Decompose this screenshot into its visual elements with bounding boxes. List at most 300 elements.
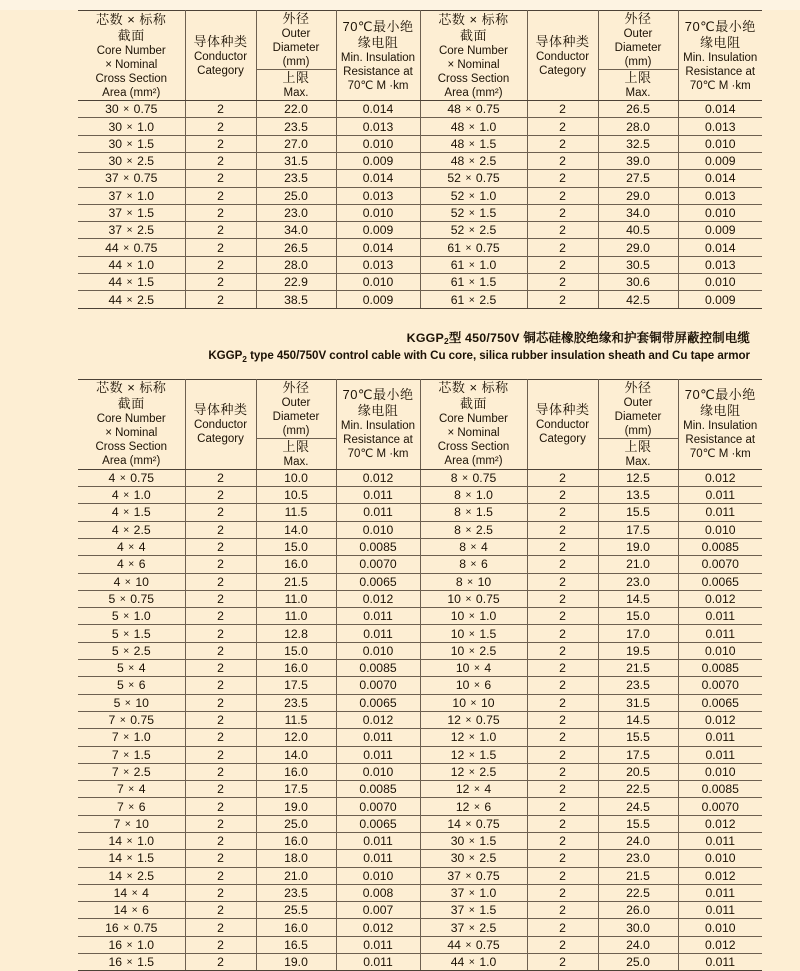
- table-row: [78, 256, 762, 273]
- header-dia-cn-b: 外径: [282, 379, 310, 395]
- spec-insulation-resistance: 0.0085: [678, 538, 762, 555]
- spec-conductor-category: 2: [185, 902, 256, 919]
- spec-conductor-category: 2: [185, 954, 256, 971]
- table-row: [78, 573, 762, 590]
- spec-conductor-category: 2: [527, 573, 598, 590]
- header-core-en-3: Cross Section: [95, 72, 168, 85]
- header-conductor-category-left-b: [185, 379, 256, 469]
- spec-insulation-resistance: 0.009: [336, 222, 420, 239]
- bottom-table-body: [78, 469, 762, 971]
- spec-outer-diameter: 18.0: [256, 850, 336, 867]
- spec-conductor-category: 2: [185, 642, 256, 659]
- header-core-cn-2: 截面: [117, 27, 145, 43]
- spec-core-section: 48 × 0.75: [420, 101, 527, 118]
- table-row: [78, 101, 762, 118]
- spec-insulation-resistance: 0.012: [336, 919, 420, 936]
- spec-outer-diameter: 23.0: [598, 573, 678, 590]
- header-core-en-1: Core Number: [96, 44, 166, 57]
- cable-spec-table-bottom: [78, 379, 762, 971]
- header-core-cn-2-b: 截面: [117, 396, 145, 412]
- table-row: [78, 677, 762, 694]
- spec-insulation-resistance: 0.014: [336, 170, 420, 187]
- spec-outer-diameter: 30.0: [598, 919, 678, 936]
- header-res-cn-1-b: 70℃最小绝: [342, 387, 414, 403]
- spec-insulation-resistance: 0.010: [336, 135, 420, 152]
- spec-insulation-resistance: 0.014: [678, 170, 762, 187]
- spec-conductor-category: 2: [185, 815, 256, 832]
- spec-conductor-category: 2: [185, 487, 256, 504]
- spec-insulation-resistance: 0.0070: [336, 798, 420, 815]
- spec-conductor-category: 2: [185, 101, 256, 118]
- spec-outer-diameter: 14.5: [598, 711, 678, 728]
- spec-conductor-category: 2: [185, 274, 256, 291]
- spec-outer-diameter: 15.5: [598, 729, 678, 746]
- spec-core-section: 4 × 1.0: [78, 487, 185, 504]
- spec-insulation-resistance: 0.012: [678, 815, 762, 832]
- table-row: [78, 135, 762, 152]
- spec-core-section: 30 × 1.5: [420, 832, 527, 849]
- spec-conductor-category: 2: [185, 204, 256, 221]
- header-cat-en-2: Category: [197, 64, 244, 77]
- table-row: [78, 832, 762, 849]
- spec-outer-diameter: 21.5: [598, 867, 678, 884]
- spec-insulation-resistance: 0.011: [678, 504, 762, 521]
- header-dia-max-en-rb: Max.: [625, 455, 651, 468]
- spec-core-section: 8 × 1.5: [420, 504, 527, 521]
- spec-outer-diameter: 16.0: [256, 832, 336, 849]
- header-dia-en-2-r: Diameter: [614, 42, 662, 55]
- spec-insulation-resistance: 0.013: [336, 256, 420, 273]
- spec-outer-diameter: 26.0: [598, 902, 678, 919]
- spec-conductor-category: 2: [527, 902, 598, 919]
- spec-conductor-category: 2: [527, 919, 598, 936]
- spec-conductor-category: 2: [185, 850, 256, 867]
- spec-conductor-category: 2: [527, 642, 598, 659]
- spec-conductor-category: 2: [185, 798, 256, 815]
- spec-conductor-category: 2: [185, 625, 256, 642]
- header-cat-en-2-rb: Category: [539, 433, 586, 446]
- spec-core-section: 10 × 1.0: [420, 608, 527, 625]
- header-core-en-1-r: Core Number: [438, 44, 509, 57]
- spec-conductor-category: 2: [527, 867, 598, 884]
- spec-core-section: 7 × 1.0: [78, 729, 185, 746]
- spec-core-section: 14 × 1.5: [78, 850, 185, 867]
- spec-outer-diameter: 14.0: [256, 746, 336, 763]
- spec-outer-diameter: 20.5: [598, 763, 678, 780]
- spec-conductor-category: 2: [527, 832, 598, 849]
- header-dia-cn: 外径: [282, 11, 310, 26]
- spec-outer-diameter: 22.0: [256, 101, 336, 118]
- header-outer-diameter-max-left-b: [256, 438, 336, 469]
- spec-core-section: 61 × 0.75: [420, 239, 527, 256]
- header-cat-cn: 导体种类: [193, 33, 248, 49]
- header-res-en-2-r: Resistance at: [685, 65, 756, 78]
- header-dia-max-en-r: Max.: [625, 87, 651, 100]
- header-conductor-category-right: [527, 11, 598, 101]
- spec-core-section: 7 × 0.75: [78, 711, 185, 728]
- spec-conductor-category: 2: [527, 850, 598, 867]
- spec-outer-diameter: 17.5: [256, 677, 336, 694]
- spec-conductor-category: 2: [527, 291, 598, 308]
- header-outer-diameter-left: [256, 11, 336, 70]
- table-row: [78, 919, 762, 936]
- spec-conductor-category: 2: [527, 556, 598, 573]
- header-dia-cn-rb: 外径: [624, 379, 652, 395]
- spec-insulation-resistance: 0.011: [336, 729, 420, 746]
- header-dia-en-2: Diameter: [272, 42, 320, 55]
- spec-core-section: 12 × 2.5: [420, 763, 527, 780]
- spec-outer-diameter: 15.0: [256, 642, 336, 659]
- spec-insulation-resistance: 0.012: [336, 711, 420, 728]
- header-dia-cn-r: 外径: [624, 11, 652, 26]
- spec-insulation-resistance: 0.010: [678, 763, 762, 780]
- spec-conductor-category: 2: [527, 204, 598, 221]
- spec-insulation-resistance: 0.007: [336, 902, 420, 919]
- bottom-table-wrapper: [0, 379, 800, 971]
- table-row: [78, 538, 762, 555]
- spec-core-section: 7 × 1.5: [78, 746, 185, 763]
- spec-outer-diameter: 23.5: [256, 118, 336, 135]
- spec-insulation-resistance: 0.0085: [678, 660, 762, 677]
- spec-core-section: 52 × 2.5: [420, 222, 527, 239]
- spec-insulation-resistance: 0.0070: [678, 798, 762, 815]
- header-dia-max-cn: 上限: [282, 70, 310, 86]
- spec-outer-diameter: 24.0: [598, 832, 678, 849]
- header-outer-diameter-max-left: [256, 70, 336, 101]
- spec-outer-diameter: 30.6: [598, 274, 678, 291]
- spec-core-section: 37 × 1.0: [78, 187, 185, 204]
- spec-core-section: 4 × 2.5: [78, 521, 185, 538]
- spec-outer-diameter: 24.5: [598, 798, 678, 815]
- spec-core-section: 37 × 1.0: [420, 884, 527, 901]
- spec-core-section: 44 × 1.5: [78, 274, 185, 291]
- spec-outer-diameter: 10.0: [256, 469, 336, 486]
- header-res-en-1-rb: Min. Insulation: [683, 420, 758, 433]
- spec-outer-diameter: 11.5: [256, 504, 336, 521]
- spec-insulation-resistance: 0.0065: [336, 573, 420, 590]
- spec-conductor-category: 2: [527, 487, 598, 504]
- spec-core-section: 44 × 2.5: [78, 291, 185, 308]
- caption-cn-post: 型 450/750V 铜芯硅橡胶绝缘和护套铜带屏蔽控制电缆: [448, 330, 750, 345]
- spec-conductor-category: 2: [527, 625, 598, 642]
- spec-insulation-resistance: 0.0085: [336, 781, 420, 798]
- table-row: [78, 625, 762, 642]
- spec-core-section: 10 × 6: [420, 677, 527, 694]
- table-row: [78, 781, 762, 798]
- spec-conductor-category: 2: [185, 135, 256, 152]
- spec-core-section: 5 × 1.5: [78, 625, 185, 642]
- spec-core-section: 30 × 0.75: [78, 101, 185, 118]
- spec-conductor-category: 2: [527, 954, 598, 971]
- spec-outer-diameter: 25.0: [598, 954, 678, 971]
- spec-conductor-category: 2: [527, 660, 598, 677]
- spec-core-section: 14 × 1.0: [78, 832, 185, 849]
- header-core-cn-1-rb: 芯数 × 标称: [438, 380, 509, 396]
- table-row: [78, 469, 762, 486]
- header-res-cn-2-b: 缘电阻: [357, 403, 399, 419]
- header-res-cn-2-r: 缘电阻: [699, 34, 741, 50]
- spec-insulation-resistance: 0.0065: [336, 694, 420, 711]
- header-outer-diameter-max-right: [598, 70, 678, 101]
- spec-insulation-resistance: 0.010: [336, 642, 420, 659]
- table-row: [78, 187, 762, 204]
- header-core-cn-2-r: 截面: [459, 27, 487, 43]
- header-cat-cn-r: 导体种类: [535, 33, 590, 49]
- spec-core-section: 14 × 0.75: [420, 815, 527, 832]
- spec-outer-diameter: 11.0: [256, 590, 336, 607]
- table-row: [78, 642, 762, 659]
- header-cat-en-2-r: Category: [539, 64, 586, 77]
- top-table-header: [78, 11, 762, 101]
- spec-insulation-resistance: 0.0070: [678, 677, 762, 694]
- spec-conductor-category: 2: [527, 729, 598, 746]
- spec-core-section: 37 × 1.5: [420, 902, 527, 919]
- table-row: [78, 222, 762, 239]
- spec-core-section: 61 × 1.0: [420, 256, 527, 273]
- spec-core-section: 37 × 0.75: [78, 170, 185, 187]
- spec-insulation-resistance: 0.010: [678, 135, 762, 152]
- spec-insulation-resistance: 0.0085: [678, 781, 762, 798]
- spec-insulation-resistance: 0.010: [336, 521, 420, 538]
- spec-insulation-resistance: 0.011: [336, 487, 420, 504]
- spec-conductor-category: 2: [527, 711, 598, 728]
- spec-core-section: 5 × 10: [78, 694, 185, 711]
- spec-conductor-category: 2: [527, 118, 598, 135]
- spec-core-section: 14 × 2.5: [78, 867, 185, 884]
- header-min-insulation-resistance-right-b: [678, 379, 762, 469]
- table-row: [78, 815, 762, 832]
- header-core-number-right: [420, 11, 527, 101]
- spec-outer-diameter: 17.0: [598, 625, 678, 642]
- spec-core-section: 4 × 6: [78, 556, 185, 573]
- spec-core-section: 8 × 0.75: [420, 469, 527, 486]
- table-row: [78, 274, 762, 291]
- spec-outer-diameter: 39.0: [598, 152, 678, 169]
- header-core-cn-1-b: 芯数 × 标称: [96, 380, 167, 396]
- spec-outer-diameter: 17.5: [256, 781, 336, 798]
- spec-conductor-category: 2: [527, 936, 598, 953]
- spec-conductor-category: 2: [527, 469, 598, 486]
- spec-insulation-resistance: 0.011: [678, 608, 762, 625]
- spec-conductor-category: 2: [185, 763, 256, 780]
- spec-outer-diameter: 26.5: [598, 101, 678, 118]
- table-row: [78, 487, 762, 504]
- header-core-en-2-b: × Nominal: [105, 427, 158, 440]
- spec-conductor-category: 2: [527, 256, 598, 273]
- spec-outer-diameter: 31.5: [598, 694, 678, 711]
- spec-outer-diameter: 24.0: [598, 936, 678, 953]
- table-row: [78, 936, 762, 953]
- table-row: [78, 798, 762, 815]
- spec-insulation-resistance: 0.0065: [678, 573, 762, 590]
- spec-insulation-resistance: 0.011: [678, 487, 762, 504]
- spec-core-section: 30 × 2.5: [420, 850, 527, 867]
- spec-core-section: 44 × 0.75: [420, 936, 527, 953]
- spec-outer-diameter: 14.5: [598, 590, 678, 607]
- spec-core-section: 4 × 1.5: [78, 504, 185, 521]
- spec-outer-diameter: 29.0: [598, 239, 678, 256]
- spec-conductor-category: 2: [185, 936, 256, 953]
- spec-outer-diameter: 25.0: [256, 815, 336, 832]
- spec-outer-diameter: 23.5: [256, 694, 336, 711]
- header-conductor-category-right-b: [527, 379, 598, 469]
- header-outer-diameter-left-b: [256, 379, 336, 438]
- spec-conductor-category: 2: [527, 538, 598, 555]
- header-res-en-1-b: Min. Insulation: [340, 420, 416, 433]
- spec-insulation-resistance: 0.0085: [336, 660, 420, 677]
- table-row: [78, 660, 762, 677]
- spec-outer-diameter: 19.5: [598, 642, 678, 659]
- spec-conductor-category: 2: [527, 504, 598, 521]
- top-table-body: [78, 101, 762, 309]
- spec-conductor-category: 2: [185, 832, 256, 849]
- spec-conductor-category: 2: [185, 867, 256, 884]
- spec-core-section: 5 × 6: [78, 677, 185, 694]
- spec-conductor-category: 2: [185, 170, 256, 187]
- spec-outer-diameter: 15.5: [598, 815, 678, 832]
- spec-outer-diameter: 34.0: [598, 204, 678, 221]
- spec-core-section: 4 × 4: [78, 538, 185, 555]
- spec-core-section: 37 × 0.75: [420, 867, 527, 884]
- spec-core-section: 14 × 6: [78, 902, 185, 919]
- header-cat-cn-b: 导体种类: [193, 402, 248, 418]
- table-row: [78, 170, 762, 187]
- spec-insulation-resistance: 0.014: [336, 239, 420, 256]
- spec-conductor-category: 2: [185, 729, 256, 746]
- header-min-insulation-resistance-left-b: [336, 379, 420, 469]
- header-conductor-category-left: [185, 11, 256, 101]
- spec-insulation-resistance: 0.0065: [336, 815, 420, 832]
- spec-insulation-resistance: 0.0085: [336, 538, 420, 555]
- spec-outer-diameter: 28.0: [598, 118, 678, 135]
- spec-core-section: 37 × 1.5: [78, 204, 185, 221]
- table-row: [78, 590, 762, 607]
- spec-core-section: 48 × 1.5: [420, 135, 527, 152]
- spec-conductor-category: 2: [185, 504, 256, 521]
- spec-insulation-resistance: 0.010: [678, 919, 762, 936]
- spec-core-section: 10 × 1.5: [420, 625, 527, 642]
- spec-insulation-resistance: 0.012: [336, 590, 420, 607]
- spec-core-section: 10 × 0.75: [420, 590, 527, 607]
- spec-outer-diameter: 23.5: [256, 884, 336, 901]
- spec-core-section: 7 × 6: [78, 798, 185, 815]
- table-row: [78, 850, 762, 867]
- header-core-cn-1: 芯数 × 标称: [96, 11, 167, 27]
- spec-conductor-category: 2: [527, 590, 598, 607]
- spec-outer-diameter: 17.5: [598, 746, 678, 763]
- spec-insulation-resistance: 0.0070: [336, 556, 420, 573]
- spec-outer-diameter: 19.0: [256, 954, 336, 971]
- spec-core-section: 16 × 0.75: [78, 919, 185, 936]
- spec-conductor-category: 2: [527, 763, 598, 780]
- spec-core-section: 5 × 2.5: [78, 642, 185, 659]
- spec-outer-diameter: 25.0: [256, 187, 336, 204]
- spec-outer-diameter: 12.8: [256, 625, 336, 642]
- header-res-cn-2-rb: 缘电阻: [699, 403, 741, 419]
- spec-insulation-resistance: 0.010: [678, 204, 762, 221]
- spec-conductor-category: 2: [527, 239, 598, 256]
- table-row: [78, 608, 762, 625]
- spec-outer-diameter: 16.0: [256, 556, 336, 573]
- header-core-en-4-rb: Area (mm²): [444, 455, 503, 468]
- spec-core-section: 30 × 2.5: [78, 152, 185, 169]
- spec-conductor-category: 2: [527, 694, 598, 711]
- header-core-cn-2-rb: 截面: [459, 396, 487, 412]
- cable-spec-table-top: [78, 10, 762, 309]
- header-core-en-4-r: Area (mm²): [444, 86, 503, 99]
- header-dia-max-cn-rb: 上限: [624, 438, 652, 454]
- header-res-en-1-r: Min. Insulation: [683, 51, 758, 64]
- header-res-cn-2: 缘电阻: [357, 34, 399, 50]
- spec-insulation-resistance: 0.010: [336, 867, 420, 884]
- table-row: [78, 291, 762, 308]
- header-res-en-3: 70℃ M ·km: [347, 79, 409, 92]
- spec-core-section: 16 × 1.0: [78, 936, 185, 953]
- spec-core-section: 12 × 4: [420, 781, 527, 798]
- table-row: [78, 729, 762, 746]
- spec-core-section: 12 × 6: [420, 798, 527, 815]
- spec-conductor-category: 2: [527, 608, 598, 625]
- header-cat-en-1-rb: Conductor: [535, 419, 590, 432]
- table-row: [78, 746, 762, 763]
- spec-insulation-resistance: 0.011: [678, 954, 762, 971]
- spec-insulation-resistance: 0.013: [678, 256, 762, 273]
- spec-outer-diameter: 11.5: [256, 711, 336, 728]
- spec-insulation-resistance: 0.012: [678, 590, 762, 607]
- caption-en-pre: KGGP: [208, 349, 243, 363]
- header-min-insulation-resistance-left: [336, 11, 420, 101]
- header-core-en-3-r: Cross Section: [437, 72, 510, 85]
- spec-core-section: 8 × 1.0: [420, 487, 527, 504]
- spec-core-section: 5 × 4: [78, 660, 185, 677]
- spec-outer-diameter: 38.5: [256, 291, 336, 308]
- spec-outer-diameter: 22.5: [598, 781, 678, 798]
- spec-conductor-category: 2: [527, 170, 598, 187]
- spec-insulation-resistance: 0.011: [678, 832, 762, 849]
- spec-insulation-resistance: 0.008: [336, 884, 420, 901]
- bottom-table-header: [78, 379, 762, 469]
- spec-core-section: 8 × 4: [420, 538, 527, 555]
- spec-conductor-category: 2: [185, 608, 256, 625]
- spec-insulation-resistance: 0.009: [336, 152, 420, 169]
- spacer-before-bottom-table: [0, 365, 800, 379]
- spec-insulation-resistance: 0.011: [678, 902, 762, 919]
- spec-outer-diameter: 19.0: [598, 538, 678, 555]
- spec-outer-diameter: 34.0: [256, 222, 336, 239]
- spec-insulation-resistance: 0.009: [678, 152, 762, 169]
- spec-outer-diameter: 16.0: [256, 763, 336, 780]
- spec-outer-diameter: 13.5: [598, 487, 678, 504]
- caption-en-sub: 2: [242, 353, 247, 364]
- spec-conductor-category: 2: [185, 291, 256, 308]
- header-core-en-2: × Nominal: [105, 58, 158, 71]
- spec-conductor-category: 2: [185, 677, 256, 694]
- spec-conductor-category: 2: [527, 798, 598, 815]
- spec-insulation-resistance: 0.010: [336, 274, 420, 291]
- spec-insulation-resistance: 0.013: [678, 187, 762, 204]
- spec-outer-diameter: 14.0: [256, 521, 336, 538]
- spec-outer-diameter: 31.5: [256, 152, 336, 169]
- header-res-cn-1-rb: 70℃最小绝: [684, 387, 756, 403]
- header-dia-max-cn-r: 上限: [624, 70, 652, 86]
- caption-english: [78, 347, 750, 364]
- spec-insulation-resistance: 0.013: [678, 118, 762, 135]
- table-row: [78, 204, 762, 221]
- header-min-insulation-resistance-right: [678, 11, 762, 101]
- spec-outer-diameter: 12.0: [256, 729, 336, 746]
- spec-conductor-category: 2: [527, 746, 598, 763]
- spec-insulation-resistance: 0.010: [678, 850, 762, 867]
